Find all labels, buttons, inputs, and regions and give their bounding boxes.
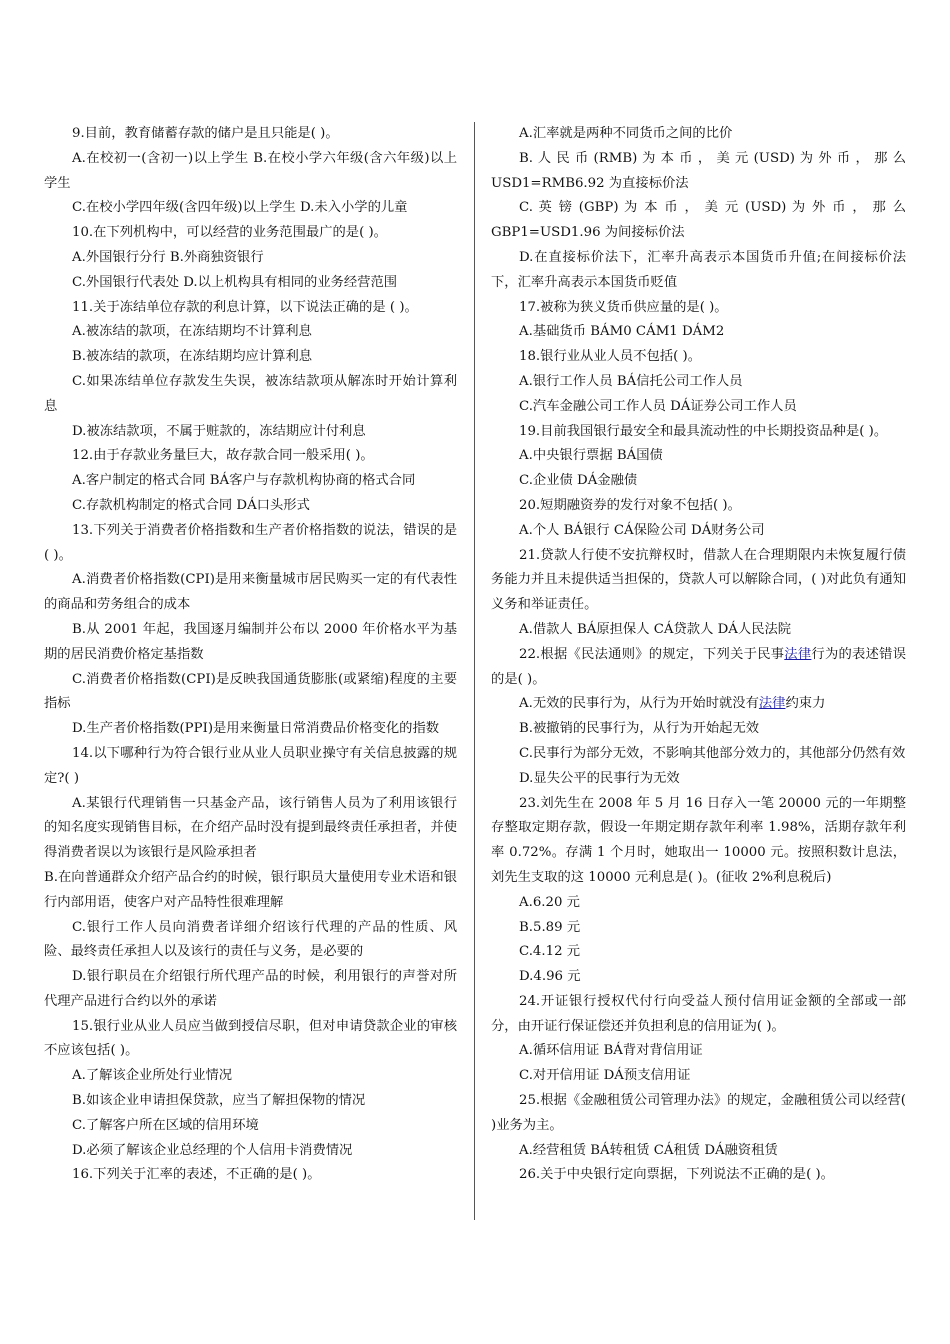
- paragraph-text: 约束力: [785, 696, 826, 712]
- paragraph: B.被冻结的款项，在冻结期均应计算利息: [72, 349, 313, 365]
- paragraph: 11.关于冻结单位存款的利息计算，以下说法正确的是 ( )。: [72, 299, 418, 315]
- paragraph: A.经营租赁 BÁ转租赁 CÁ租赁 DÁ融资租赁: [519, 1142, 778, 1158]
- paragraph: C.存款机构制定的格式合同 DÁ口头形式: [72, 497, 310, 513]
- paragraph: 12.由于存款业务量巨大，故存款合同一般采用( )。: [72, 448, 374, 464]
- paragraph: A.消费者价格指数(CPI)是用来衡量城市居民购买一定的有代表性的商品和劳务组合的成本: [44, 572, 457, 613]
- paragraph: 9.目前，教育储蓄存款的储户是且只能是( )。: [72, 126, 339, 141]
- paragraph: C.企业债 DÁ金融债: [519, 473, 638, 489]
- paragraph: 24.开证银行授权代付行向受益人预付信用证金额的全部或一部分，由开证行保证偿还并负担利息的信用证为( )。: [491, 993, 906, 1034]
- paragraph: 25.根据《金融租赁公司管理办法》的规定，金融租赁公司以经营( )业务为主。: [491, 1093, 906, 1133]
- paragraph: B.从 2001 年起，我国逐月编制并公布以 2000 年价格水平为基期的居民消费价格定基指数: [44, 621, 457, 662]
- paragraph: C.在校小学四年级(含四年级)以上学生 D.未入小学的儿童: [72, 200, 408, 216]
- paragraph: D.银行职员在介绍银行所代理产品的时候，利用银行的声誉对所代理产品进行合约以外的承诺: [44, 969, 457, 1009]
- paragraph: 23.刘先生在 2008 年 5 月 16 日存入一笔 20000 元的一年期整存整取定期存款，假设一年期定期存款年利率 1.98%，活期存款年利率 0.72%。存满 1 个月时，她取出一 10000 元。按照积数计息法，刘先生支取的这 10000 元利息是( )。(征收 2%利息税后): [491, 795, 906, 885]
- paragraph: A.汇率就是两种不同货币之间的比价: [519, 126, 733, 141]
- paragraph: 13.下列关于消费者价格指数和生产者价格指数的说法，错误的是( )。: [44, 522, 457, 563]
- paragraph: [491, 643, 906, 693]
- paragraph-text: 行为的表述错误的是( )。: [491, 646, 907, 687]
- paragraph: A.某银行代理销售一只基金产品，该行销售人员为了利用该银行的知名度实现销售目标，在介绍产品时没有提到最终责任承担者，并使得消费者误以为该银行是风险承担者: [44, 795, 457, 861]
- paragraph: C.如果冻结单位存款发生失误，被冻结款项从解冻时开始计算利息: [44, 373, 457, 414]
- paragraph: 18.银行业从业人员不包括( )。: [519, 349, 702, 365]
- paragraph: B. 人 民 币 (RMB) 为 本 币 ， 美 元 (USD) 为 外 币 ， 那 么 USD1=RMB6.92 为直接标价法: [491, 150, 906, 191]
- paragraph: 15.银行业从业人员应当做到授信尽职，但对申请贷款企业的审核不应该包括( )。: [44, 1018, 457, 1059]
- hyperlink[interactable]: 法律: [758, 696, 786, 712]
- paragraph: 20.短期融资券的发行对象不包括( )。: [519, 497, 741, 513]
- paragraph: A.被冻结的款项，在冻结期均不计算利息: [72, 324, 312, 340]
- paragraph: A.外国银行分行 B.外商独资银行: [72, 249, 264, 265]
- paragraph: D.在直接标价法下，汇率升高表示本国货币升值;在间接标价法下，汇率升高表示本国货币贬值: [491, 249, 906, 290]
- paragraph: B.被撤销的民事行为，从行为开始起无效: [519, 721, 760, 737]
- paragraph: D.4.96 元: [519, 969, 581, 985]
- paragraph: A.借款人 BÁ原担保人 CÁ贷款人 DÁ人民法院: [519, 621, 792, 637]
- paragraph: C.4.12 元: [519, 944, 581, 960]
- paragraph: A.个人 BÁ银行 CÁ保险公司 DÁ财务公司: [519, 522, 765, 538]
- paragraph: D.生产者价格指数(PPI)是用来衡量日常消费品价格变化的指数: [72, 721, 440, 737]
- paragraph: A.银行工作人员 BÁ信托公司工作人员: [519, 373, 743, 389]
- paragraph: D.显失公平的民事行为无效: [519, 770, 680, 786]
- paragraph: D.被冻结款项，不属于赃款的，冻结期应计付利息: [72, 423, 366, 439]
- column-divider: [474, 122, 475, 1220]
- paragraph: 17.被称为狭义货币供应量的是( )。: [519, 299, 728, 315]
- paragraph: A.6.20 元: [519, 894, 580, 910]
- paragraph: C.消费者价格指数(CPI)是反映我国通货膨胀(或紧缩)程度的主要指标: [44, 671, 457, 712]
- hyperlink[interactable]: 法律: [784, 646, 812, 662]
- paragraph: C.对开信用证 DÁ预支信用证: [519, 1068, 691, 1084]
- paragraph: 10.在下列机构中，可以经营的业务范围最广的是( )。: [72, 225, 387, 241]
- right-column: [491, 122, 906, 1188]
- paragraph: C.了解客户所在区域的信用环境: [72, 1117, 259, 1133]
- paragraph: B.如该企业申请担保贷款，应当了解担保物的情况: [72, 1093, 366, 1109]
- paragraph: B.在向普通群众介绍产品合约的时候，银行职员大量使用专业术语和银行内部用语，使客户对产品特性很难理解: [44, 869, 457, 910]
- paragraph: A.客户制定的格式合同 BÁ客户与存款机构协商的格式合同: [72, 473, 416, 489]
- left-column: [44, 122, 457, 1188]
- paragraph-text: 22.根据《民法通则》的规定，下列关于民事: [519, 646, 785, 662]
- paragraph: 14.以下哪种行为符合银行业从业人员职业操守有关信息披露的规定?( ): [44, 745, 457, 786]
- paragraph: 19.目前我国银行最安全和最具流动性的中长期投资品种是( )。: [519, 423, 888, 439]
- paragraph: B.5.89 元: [519, 919, 581, 935]
- paragraph: A.在校初一(含初一)以上学生 B.在校小学六年级(含六年级)以上学生: [44, 150, 457, 191]
- paragraph: C. 英 镑 (GBP) 为 本 币 ， 美 元 (USD) 为 外 币 ， 那 么 GBP1=USD1.96 为间接标价法: [491, 200, 906, 241]
- paragraph-text: A.无效的民事行为，从行为开始时就没有: [519, 696, 759, 712]
- paragraph: 16.下列关于汇率的表述，不正确的是( )。: [72, 1167, 321, 1183]
- paragraph: C.汽车金融公司工作人员 DÁ证券公司工作人员: [519, 398, 797, 414]
- paragraph: 21.贷款人行使不安抗辩权时，借款人在合理期限内未恢复履行债务能力并且未提供适当担保的，贷款人可以解除合同，( )对此负有通知义务和举证责任。: [491, 547, 906, 613]
- paragraph: A.中央银行票据 BÁ国债: [519, 448, 663, 464]
- paragraph: C.外国银行代表处 D.以上机构具有相同的业务经营范围: [72, 274, 398, 290]
- paragraph: A.循环信用证 BÁ背对背信用证: [519, 1043, 703, 1059]
- paragraph: A.了解该企业所处行业情况: [72, 1068, 233, 1084]
- paragraph: 26.关于中央银行定向票据，下列说法不正确的是( )。: [519, 1167, 834, 1183]
- paragraph: D.必须了解该企业总经理的个人信用卡消费情况: [72, 1142, 353, 1158]
- paragraph: A.基础货币 BÁM0 CÁM1 DÁM2: [519, 324, 725, 340]
- paragraph: C.银行工作人员向消费者详细介绍该行代理的产品的性质、风险、最终责任承担人以及该行的责任与义务，是必要的: [44, 919, 457, 960]
- paragraph: C.民事行为部分无效，不影响其他部分效力的，其他部分仍然有效: [519, 745, 906, 761]
- paragraph: [491, 692, 906, 717]
